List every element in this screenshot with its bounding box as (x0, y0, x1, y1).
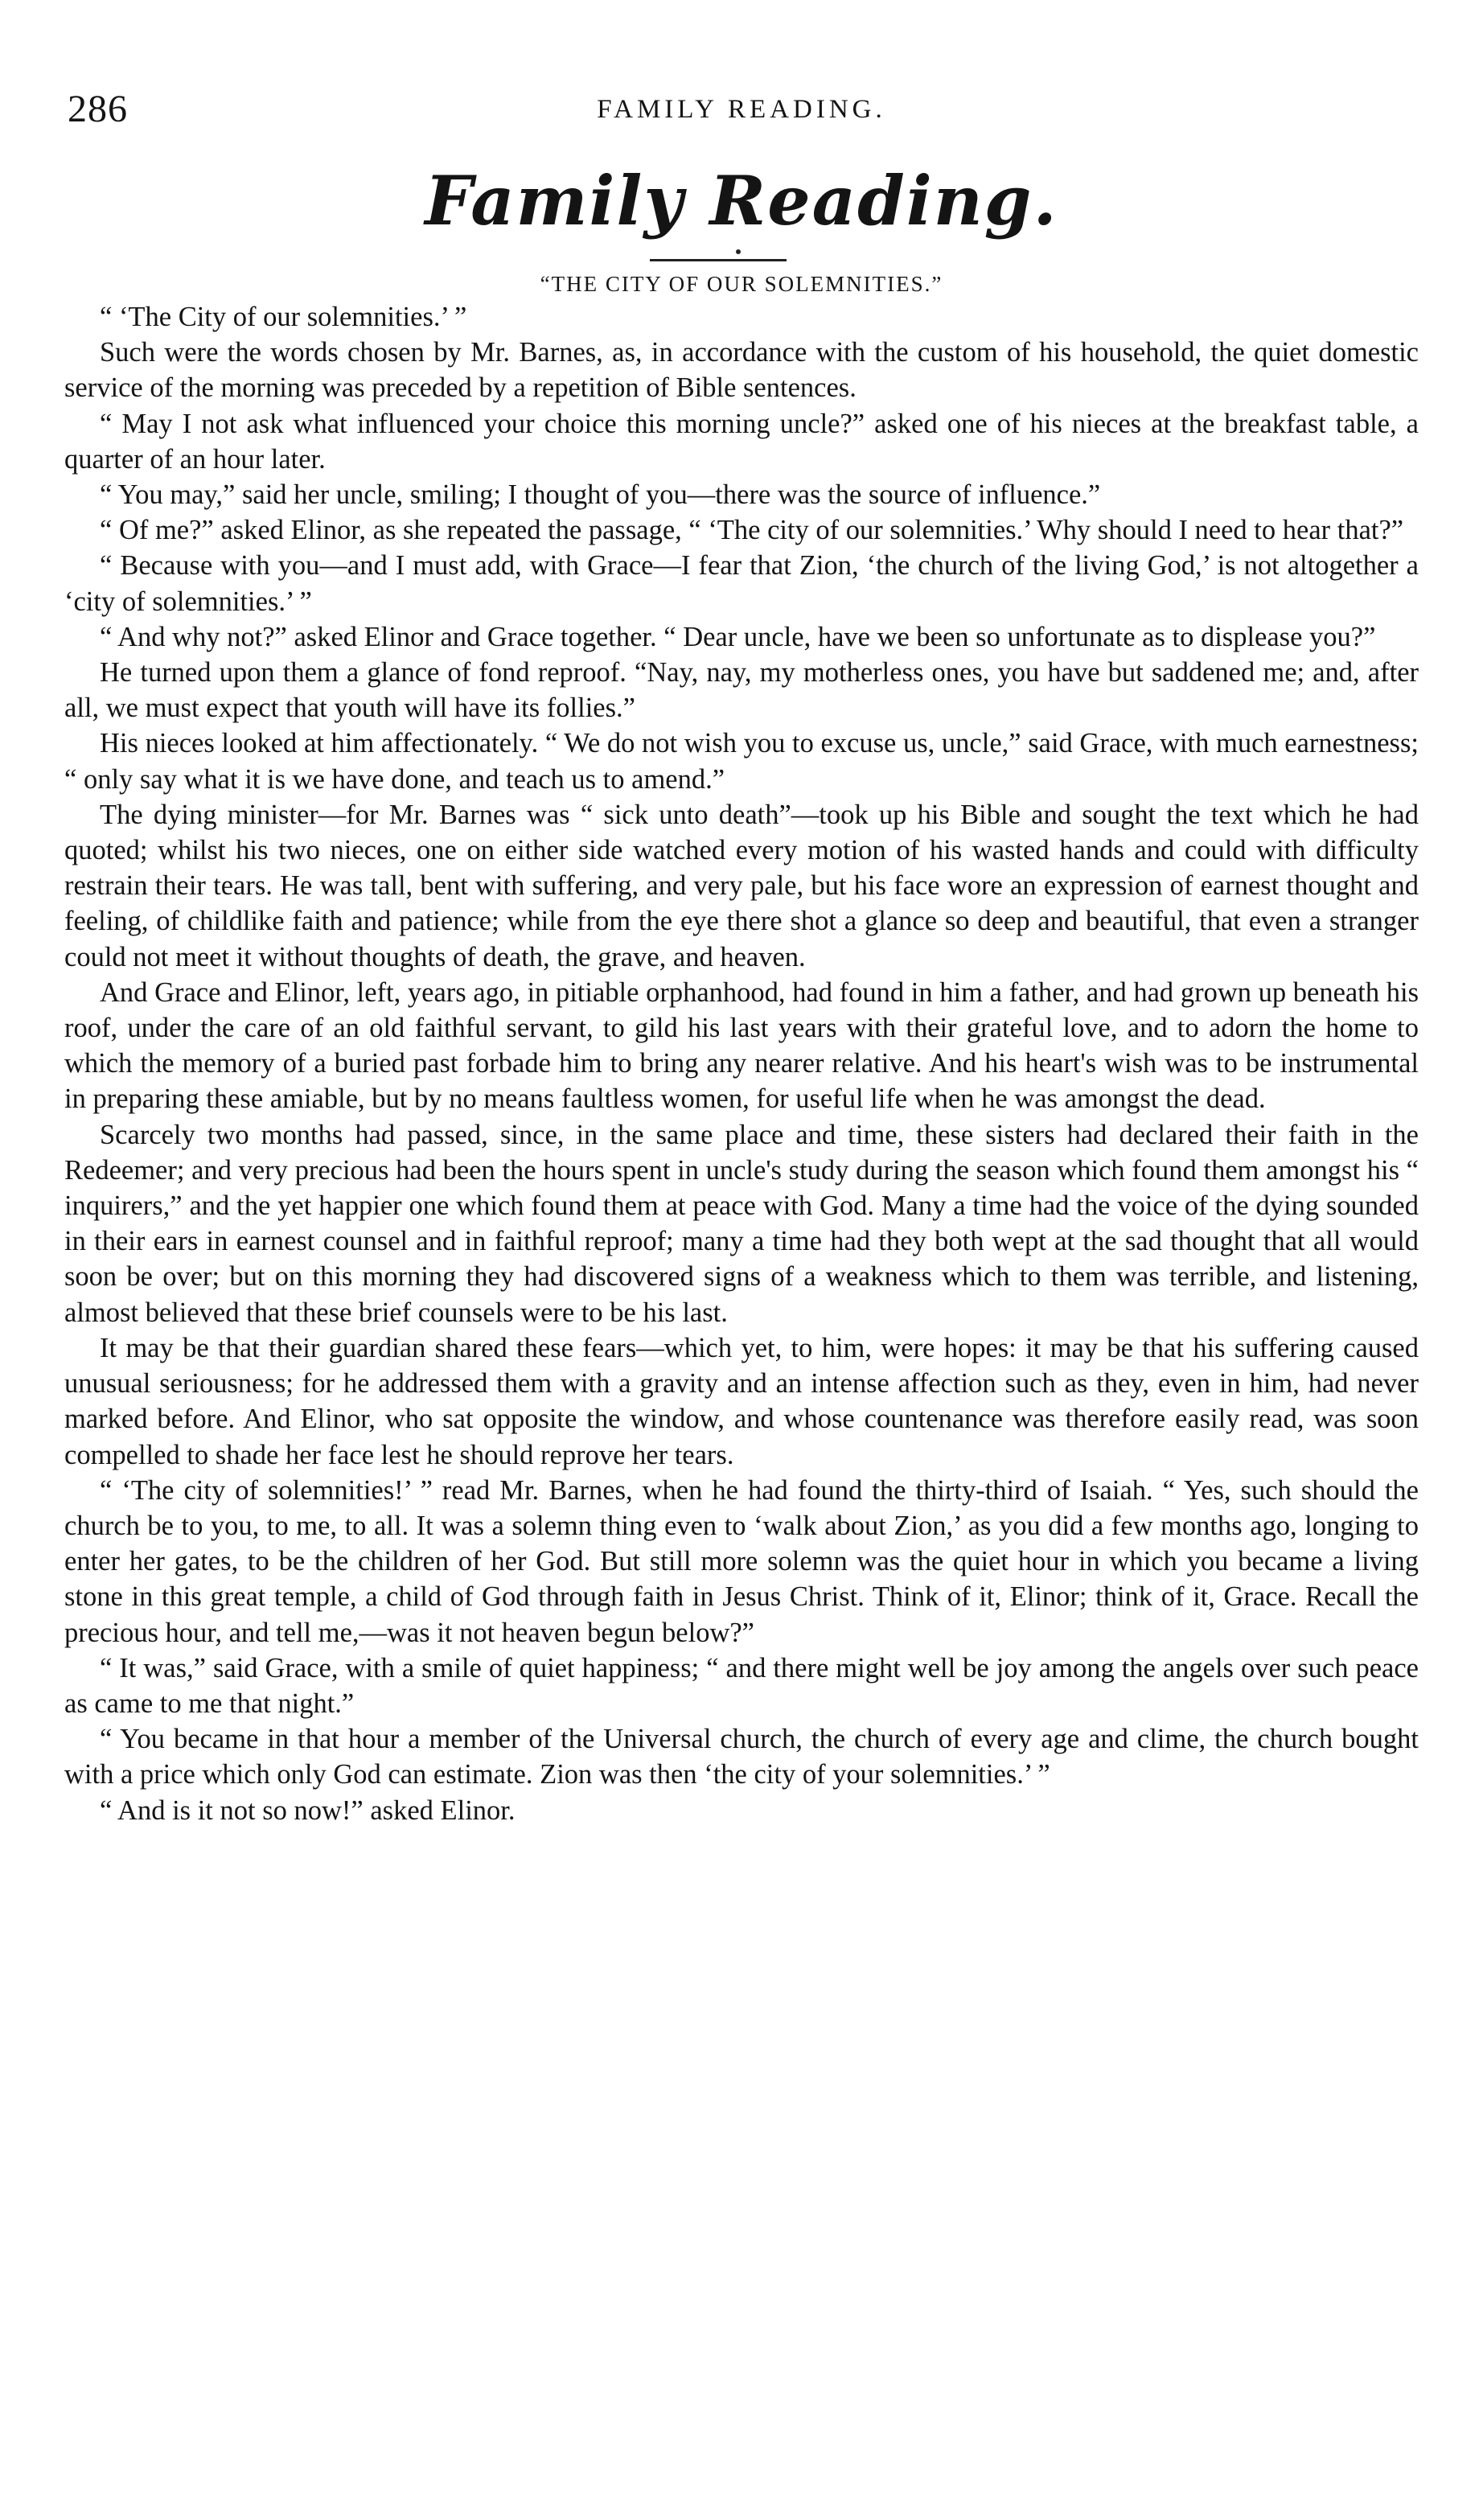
paragraph: “ And why not?” asked Elinor and Grace together. “ Dear uncle, have we been so unfortunate as to displease you?” (100, 621, 1376, 652)
ornament-dot (736, 249, 741, 254)
paragraph: “ You may,” said her uncle, smiling; I thought of you—there was the source of influence.” (100, 479, 1101, 511)
section-title: Family Reading. (425, 161, 1058, 240)
paragraph: Such were the words chosen by Mr. Barnes, as, in accordance with the custom of his household, the quiet domestic service of the morning was preceded by a repetition of Bible sentences. (64, 337, 1419, 404)
paragraph: It may be that their guardian shared these fears—which yet, to him, were hopes: it may be that his suffering caused unusual seriousness; for he addressed them with a gravity and an intense affection such as they, even in him, had never marked before. And Elinor, who sat opposite the window, and whose countenance was therefore easily read, was soon compelled to shade her face lest he should reprove her tears. (64, 1332, 1419, 1470)
paragraph: “ And is it not so now!” asked Elinor. (100, 1794, 516, 1826)
paragraph: “ It was,” said Grace, with a smile of quiet happiness; “ and there might well be joy among the angels over such peace as came to me that night.” (64, 1652, 1419, 1719)
paragraph: “ ‘The City of our solemnities.’ ” (100, 302, 467, 332)
page-number: 286 (68, 88, 128, 130)
article-subtitle: “THE CITY OF OUR SOLEMNITIES.” (540, 272, 943, 296)
running-title: FAMILY READING. (597, 95, 886, 124)
paragraph: And Grace and Elinor, left, years ago, in pitiable orphanhood, had found in him a father, and had grown up beneath his roof, under the care of an old faithful servant, to gild his last years with their grateful love, and to adorn the home to which the memory of a buried past forbade him to bring any nearer relative. And his heart's wish was to be instrumental in preparing these amiable, but by no means faultless women, for useful life when he was amongst the dead. (64, 976, 1419, 1115)
page-header (64, 87, 1419, 135)
paragraph: Scarcely two months had passed, since, in the same place and time, these sisters had declared their faith in the Redeemer; and very precious had been the hours spent in uncle's study during the season which found them amongst his “ inquirers,” and the yet happier one which found them at peace with God. Many a time had the voice of the dying sounded in their ears in earnest counsel and in faithful reproof; many a time had they both wept at the sad thought that all would soon be over; but on this morning they had discovered signs of a weakness which to them was terrible, and listening, almost believed that these brief counsels were to be his last. (64, 1119, 1419, 1328)
paragraph: He turned upon them a glance of fond reproof. “Nay, nay, my motherless ones, you have but saddened me; and, after all, we must expect that youth will have its follies.” (64, 657, 1419, 724)
paragraph: “ You became in that hour a member of the Universal church, the church of every age and clime, the church bought with a price which only God can estimate. Zion was then ‘the city of your solemnities.’ ” (64, 1724, 1419, 1790)
paragraph: “ Of me?” asked Elinor, as she repeated the passage, “ ‘The city of our solemnities.’ Why should I need to hear that?” (100, 515, 1404, 546)
paragraph: “ ‘The city of solemnities!’ ” read Mr. Barnes, when he had found the thirty-third of Isaiah. “ Yes, such should the church be to you, to me, to all. It was a solemn thing even to ‘walk about Zion,’ as you did a few months ago, longing to enter her gates, to be the children of her God. But still more solemn was the quiet hour in which you became a living stone in this great temple, a child of God through faith in Jesus Christ. Think of it, Elinor; think of it, Grace. Recall the precious hour, and tell me,—was it not heaven begun below?” (64, 1474, 1419, 1648)
paragraph: “ May I not ask what influenced your choice this morning uncle?” asked one of his nieces at the breakfast table, a quarter of an hour later. (64, 408, 1419, 475)
paragraph: The dying minister—for Mr. Barnes was “ sick unto death”—took up his Bible and sought the text which he had quoted; whilst his two nieces, one on either side watched every motion of his wasted hands and could with difficulty restrain their tears. He was tall, bent with suffering, and very pale, but his face wore an expression of earnest thought and feeling, of childlike faith and patience; while from the eye there shot a glance so deep and beautiful, that even a stranger could not meet it without thoughts of death, the grave, and heaven. (64, 799, 1419, 972)
title-rule (650, 259, 787, 261)
paragraph: “ Because with you—and I must add, with Grace—I fear that Zion, ‘the church of the living God,’ is not altogether a ‘city of solemnities.’ ” (64, 550, 1419, 617)
paragraph: His nieces looked at him affectionately. “ We do not wish you to excuse us, uncle,” said Grace, with much earnestness; “ only say what it is we have done, and teach us to amend.” (64, 728, 1419, 795)
article-body (64, 299, 1419, 1828)
